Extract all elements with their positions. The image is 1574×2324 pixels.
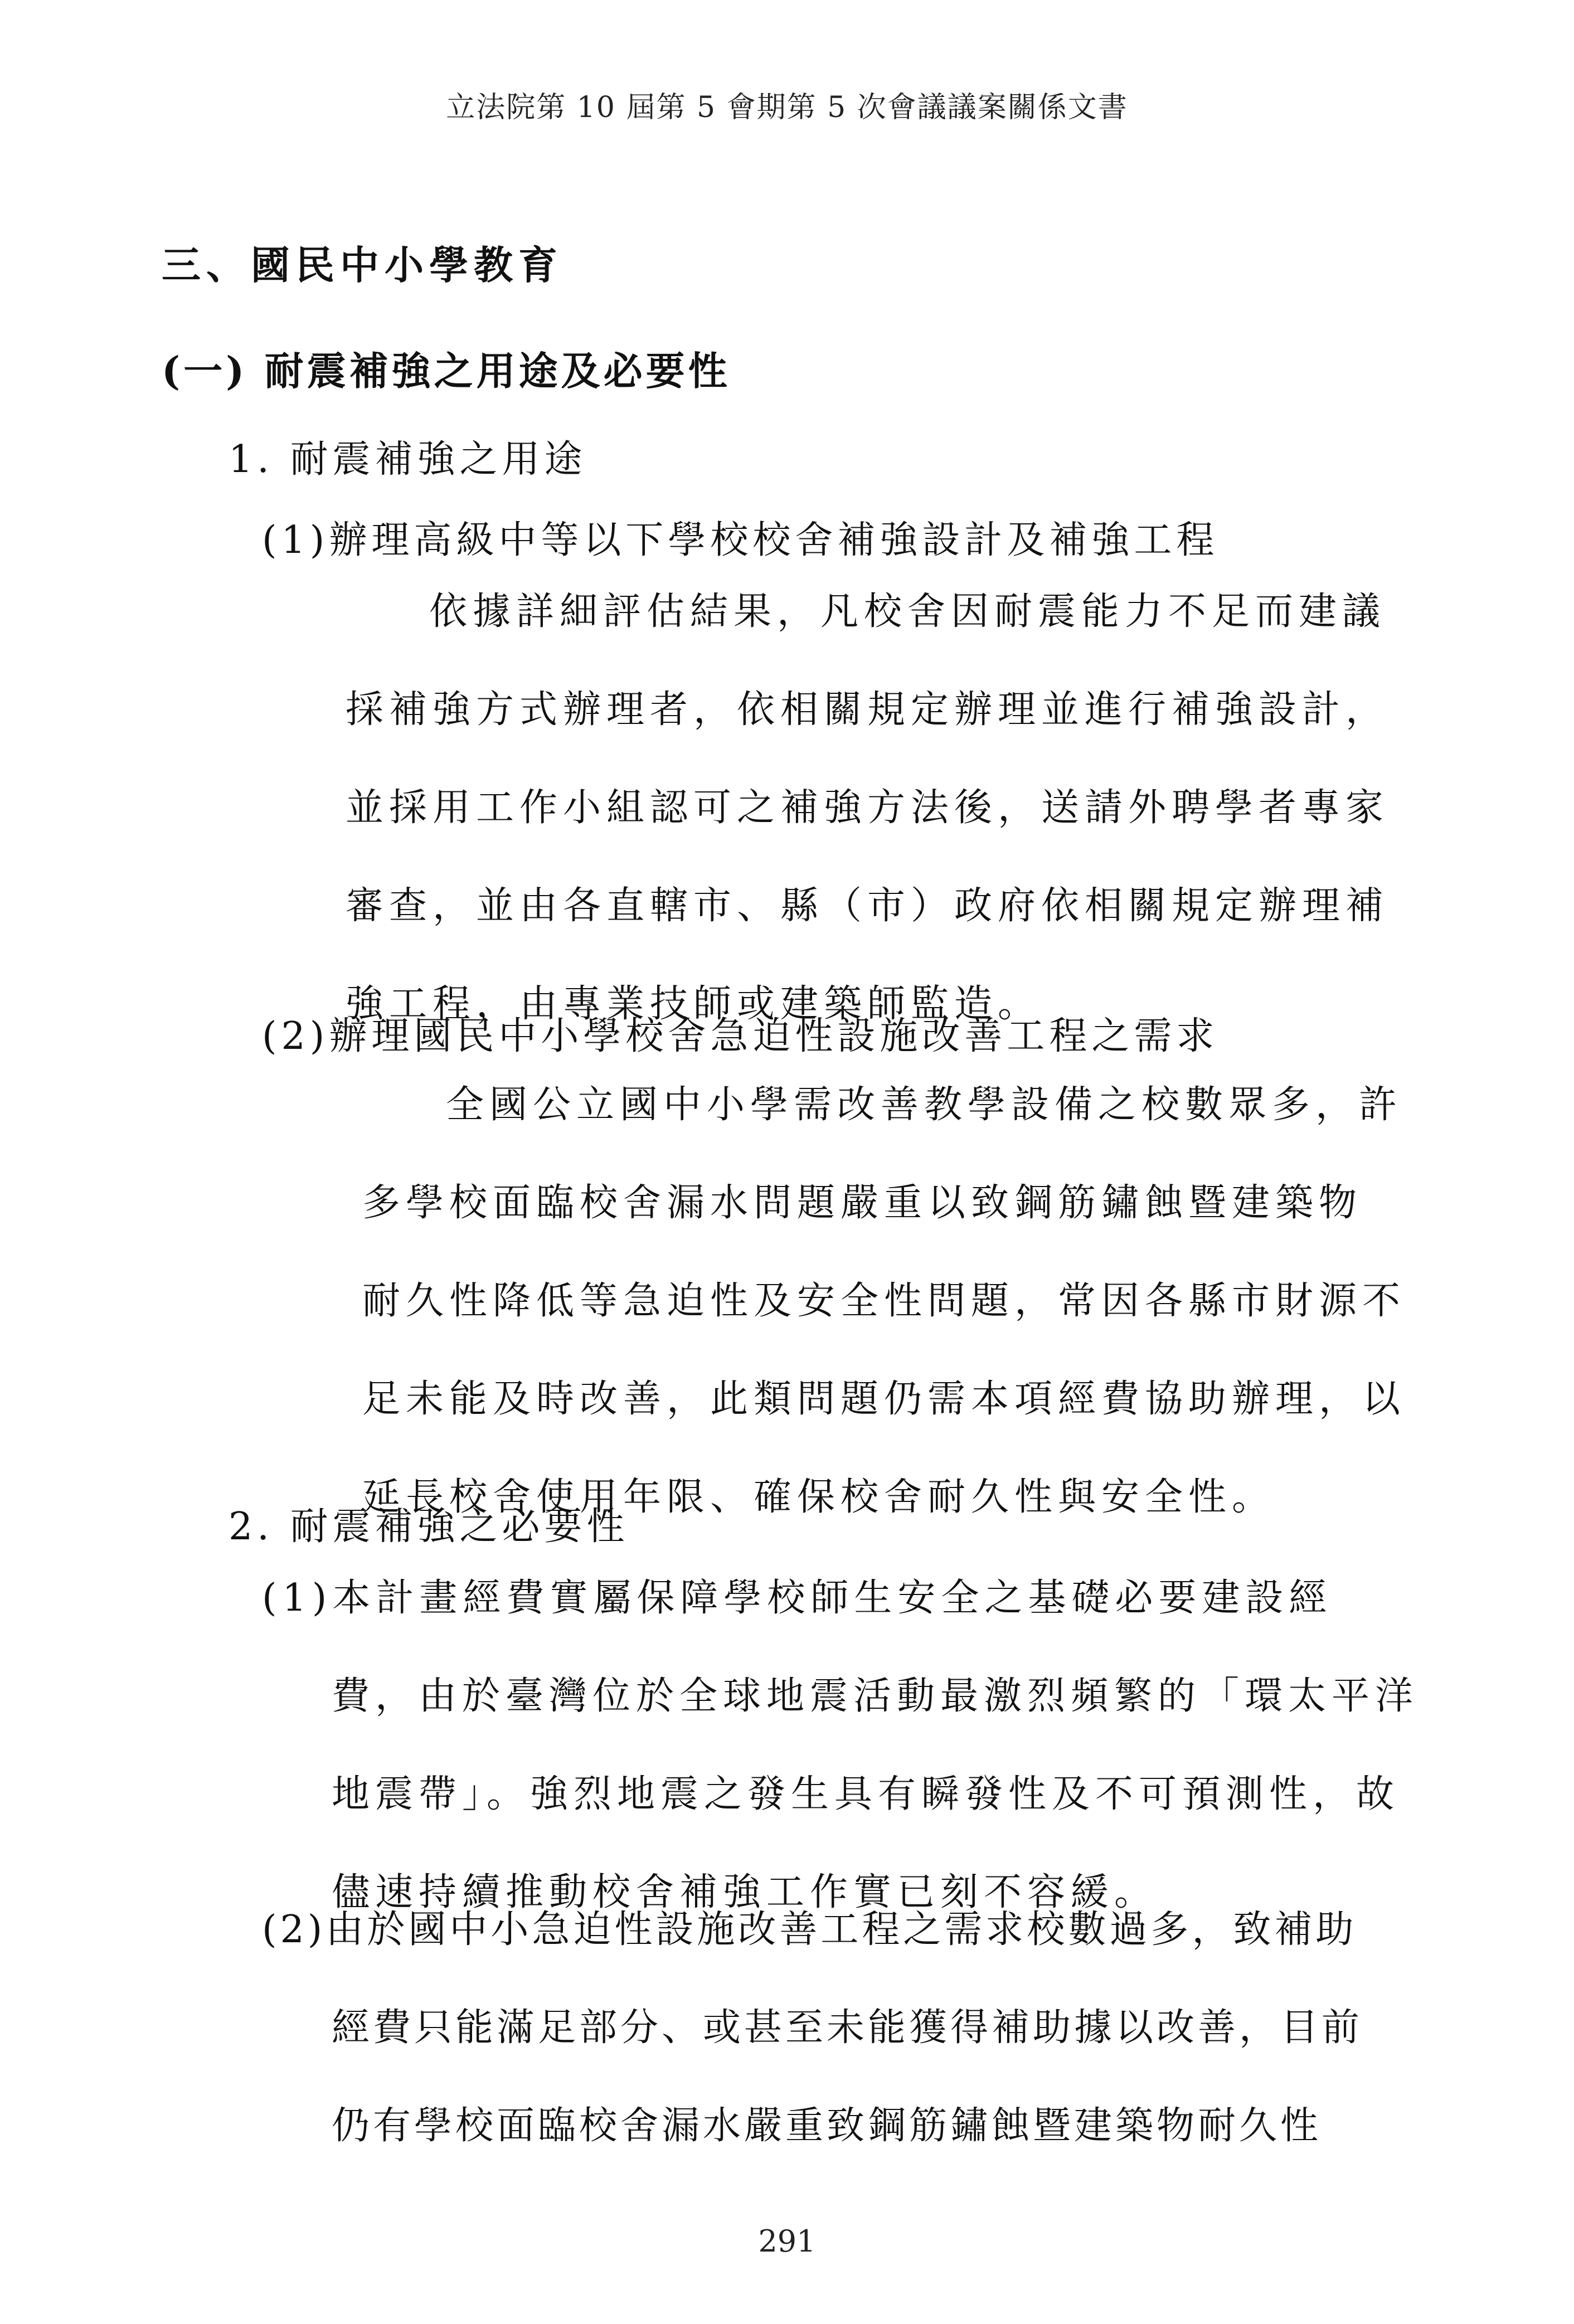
part1-item2-title: (2)辦理國民中小學校舍急迫性設施改善工程之需求 — [262, 1014, 1219, 1058]
paragraph-line: 採補強方式辦理者，依相關規定辦理並進行補強設計， — [346, 688, 1390, 732]
paragraph-line: 依據詳細評估結果，凡校舍因耐震能力不足而建議 — [429, 590, 1386, 634]
part1-item1-paragraph — [346, 563, 1405, 1053]
page-number: 291 — [758, 2224, 816, 2259]
paragraph-line: 地震帶」。強烈地震之發生具有瞬發性及不可預測性，故 — [332, 1772, 1400, 1816]
paragraph-line: (2)由於國中小急迫性設施改善工程之需求校數過多，致補助 — [262, 1908, 1357, 1952]
section-title: 三、國民中小學教育 — [162, 242, 563, 288]
paragraph-line: (1)本計畫經費實屬保障學校師生安全之基礎必要建設經 — [262, 1576, 1333, 1620]
paragraph-line: 費，由於臺灣位於全球地震活動最激烈頻繁的「環太平洋 — [332, 1674, 1419, 1718]
paragraph-line: 儘速持續推動校舍補強工作實已刻不容緩。 — [332, 1870, 1158, 1914]
subsection-title: (一) 耐震補強之用途及必要性 — [162, 348, 731, 394]
paragraph-line: 多學校面臨校舍漏水問題嚴重以致鋼筋鏽蝕暨建築物 — [362, 1181, 1363, 1225]
paragraph-line: 全國公立國中小學需改善教學設備之校數眾多，許 — [446, 1083, 1403, 1127]
part1-item1-title: (1)辦理高級中等以下學校校舍補強設計及補強工程 — [262, 518, 1219, 562]
part2-title: 2. 耐震補強之必要性 — [229, 1505, 629, 1549]
part1-title: 1. 耐震補強之用途 — [229, 437, 587, 482]
paragraph-line: 並採用工作小組認可之補強方法後，送請外聘學者專家 — [346, 786, 1390, 830]
paragraph-line: 經費只能滿足部分、或甚至未能獲得補助據以改善，目前 — [332, 2006, 1363, 2050]
paragraph-line: 耐久性降低等急迫性及安全性問題，常因各縣市財源不 — [362, 1279, 1406, 1323]
running-header: 立法院第 10 屆第 5 會期第 5 次會議議案關係文書 — [446, 91, 1128, 124]
paragraph-line: 強工程，由專業技師或建築師監造。 — [346, 982, 1042, 1026]
paragraph-line: 足未能及時改善，此類問題仍需本項經費協助辦理，以 — [362, 1377, 1406, 1421]
paragraph-line: 延長校舍使用年限、確保校舍耐久性與安全性。 — [362, 1475, 1276, 1519]
part1-item2-paragraph — [362, 1056, 1405, 1547]
paragraph-line: 審查，並由各直轄市、縣（市）政府依相關規定辦理補 — [346, 884, 1390, 928]
part2-item2-paragraph — [262, 1881, 1410, 2175]
paragraph-line: 仍有學校面臨校舍漏水嚴重致鋼筋鏽蝕暨建築物耐久性 — [332, 2104, 1322, 2148]
